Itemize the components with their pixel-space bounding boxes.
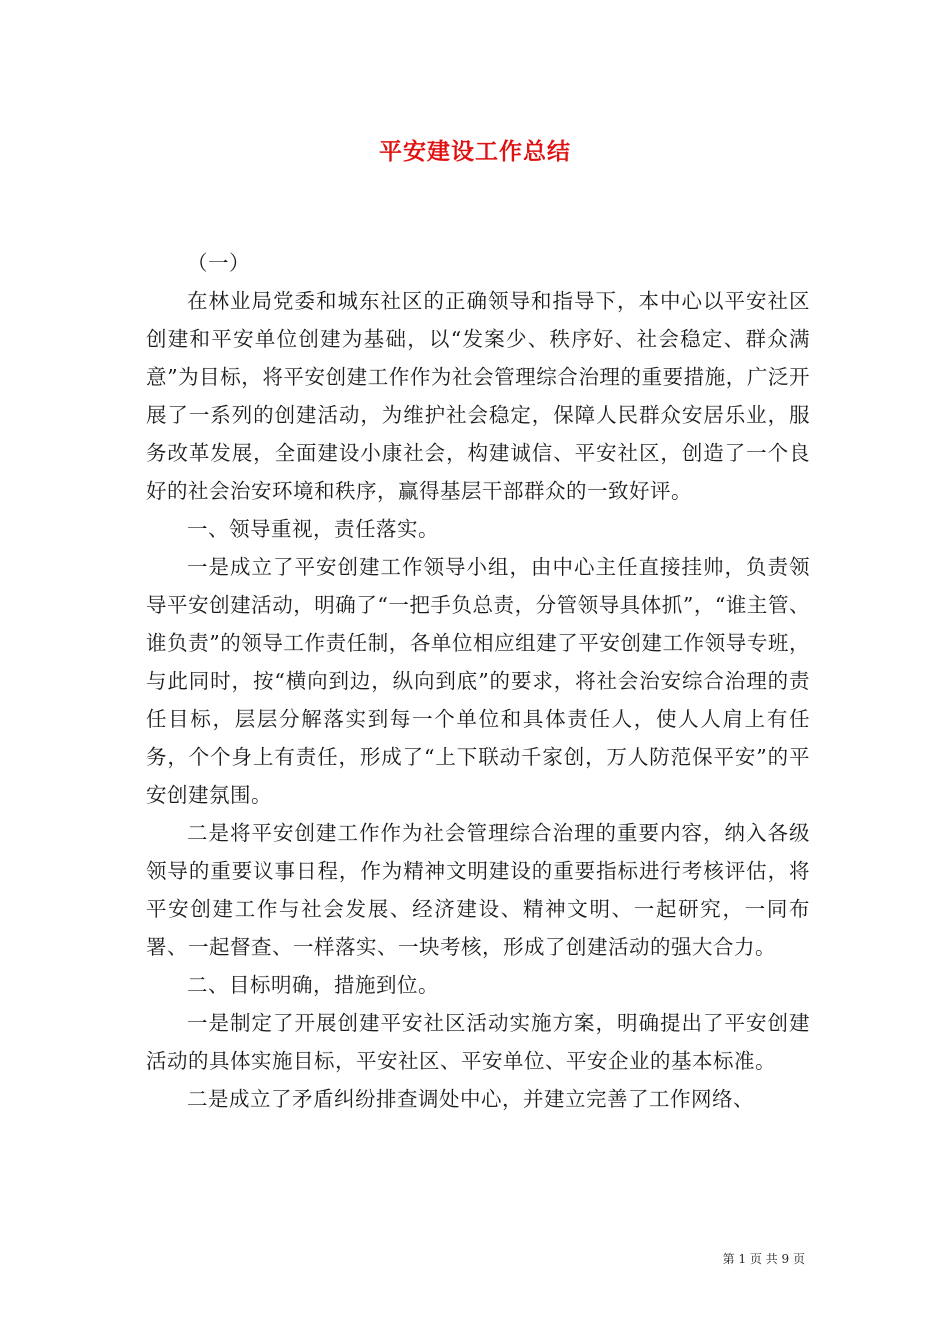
document-body: [146, 244, 810, 1118]
paragraph: 在林业局党委和城东社区的正确领导和指导下，本中心以平安社区创建和平安单位创建为基础，以“发案少、秩序好、社会稳定、群众满意”为目标，将平安创建工作作为社会管理综合治理的重要措施，广泛开展了一系列的创建活动，为维护社会稳定，保障人民群众安居乐业，服务改革发展，全面建设小康社会，构建诚信、平安社区，创造了一个良好的社会治安环境和秩序，赢得基层干部群众的一致好评。: [146, 289, 810, 503]
page-number: 第 1 页 共 9 页: [722, 1252, 805, 1266]
section-heading: 一、领导重视，责任落实。: [187, 517, 439, 541]
paragraph: 二是成立了矛盾纠纷排查调处中心，并建立完善了工作网络、: [187, 1087, 754, 1111]
document-title: 平安建设工作总结: [379, 138, 571, 165]
section-marker: （一）: [187, 251, 250, 275]
section-heading: 二、目标明确，措施到位。: [187, 973, 439, 997]
paragraph: 一是制定了开展创建平安社区活动实施方案，明确提出了平安创建活动的具体实施目标，平安社区、平安单位、平安企业的基本标准。: [146, 1011, 810, 1073]
paragraph: 一是成立了平安创建工作领导小组，由中心主任直接挂帅，负责领导平安创建活动，明确了“一把手负总责，分管领导具体抓”，“谁主管、谁负责”的领导工作责任制，各单位相应组建了平安创建工作领导专班，与此同时，按“横向到边，纵向到底”的要求，将社会治安综合治理的责任目标，层层分解落实到每一个单位和具体责任人，使人人肩上有任务，个个身上有责任，形成了“上下联动千家创，万人防范保平安”的平安创建氛围。: [146, 555, 810, 807]
paragraph: 二是将平安创建工作作为社会管理综合治理的重要内容，纳入各级领导的重要议事日程，作为精神文明建设的重要指标进行考核评估，将平安创建工作与社会发展、经济建设、精神文明、一起研究，一同布署、一起督查、一样落实、一块考核，形成了创建活动的强大合力。: [146, 821, 810, 959]
